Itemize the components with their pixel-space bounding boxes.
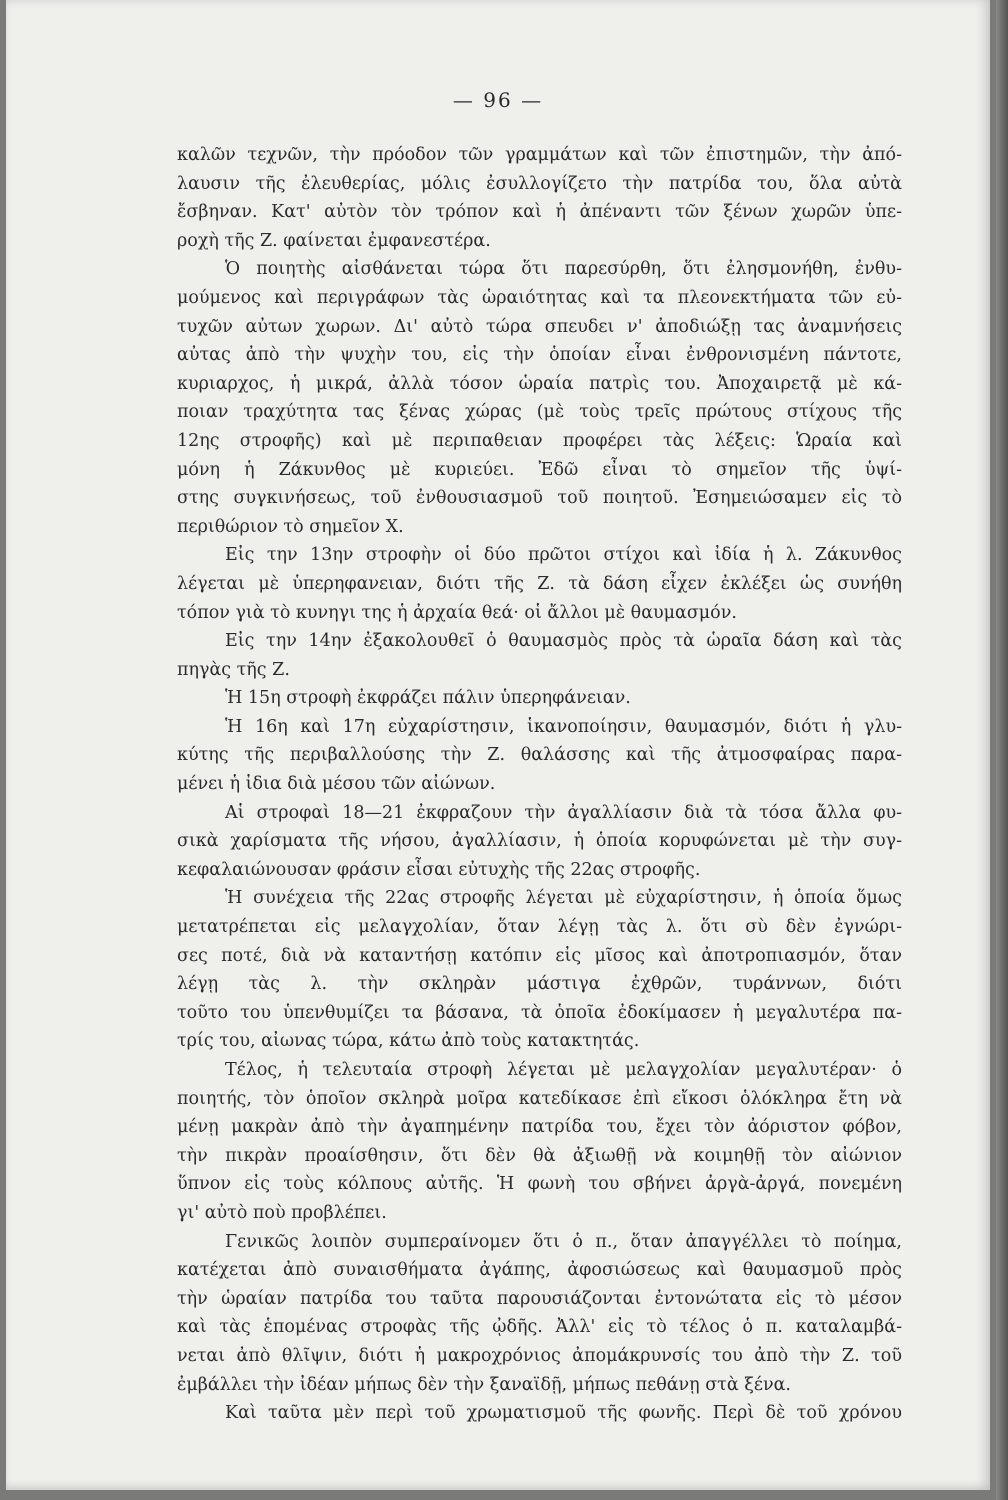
body-text xyxy=(177,141,902,1428)
text-line: καλῶν τεχνῶν, τὴν πρόοδον τῶν γραμμάτων καὶ τῶν ἐπιστημῶν, τὴν ἀπό- xyxy=(177,145,902,165)
text-line: Γενικῶς λοιπὸν συμπεραίνομεν ὅτι ὁ π., ὅταν ἀπαγγέλλει τὸ ποίημα, xyxy=(225,1231,902,1252)
text-line: λέγεται μὲ ὑπερηφανειαν, διότι τῆς Ζ. τὰ δάση εἶχεν ἐκλέξει ὡς συνήθη xyxy=(177,573,902,594)
text-line: ποιαν τραχύτητα τας ξένας χώρας (μὲ τοὺς τρεῖς πρώτους στίχους τῆς xyxy=(177,402,902,423)
text-line: καὶ τὰς ἑπομένας στροφὰς τῆς ᾠδῆς. Ἀλλ' εἰς τὸ τέλος ὁ π. καταλαμβά- xyxy=(177,1317,902,1338)
text-line: στης συγκινήσεως, τοῦ ἐνθουσιασμοῦ τοῦ ποιητοῦ. Ἐσημειώσαμεν εἰς τὸ xyxy=(177,488,902,509)
text-line: αὐτας ἀπὸ τὴν ψυχὴν του, εἰς τὴν ὁποίαν εἶναι ἐνθρονισμένη πάντοτε, xyxy=(177,345,902,366)
text-line: Ὁ ποιητὴς αἰσθάνεται τώρα ὅτι παρεσύρθη, ὅτι ἐλησμονήθη, ἐνθυ- xyxy=(225,259,902,280)
text-line: τόπον γιὰ τὸ κυνηγι της ἡ ἀρχαία θεά· οἱ ἄλλοι μὲ θαυμασμόν. xyxy=(177,602,737,623)
book-page xyxy=(6,0,990,1490)
text-line: Ἡ συνέχεια τῆς 22ας στροφῆς λέγεται μὲ εὐχαρίστησιν, ἡ ὁποία ὅμως xyxy=(225,888,902,909)
text-line: μένει ἡ ἰδια διὰ μέσου τῶν αἰώνων. xyxy=(177,774,496,795)
text-line: μόνη ἡ Ζάκυνθος μὲ κυριεύει. Ἐδῶ εἶναι τὸ σημεῖον τῆς ὑψί- xyxy=(177,459,902,480)
text-line: Τέλος, ἡ τελευταία στροφὴ λέγεται μὲ μελαγχολίαν μεγαλυτέραν· ὁ xyxy=(225,1060,902,1080)
text-line: Ἡ 16η καὶ 17η εὐχαρίστησιν, ἱκανοποίησιν, θαυμασμόν, διότι ἡ γλυ- xyxy=(225,716,902,737)
text-line: ἐμβάλλει τὴν ἰδέαν μήπως δὲν τὴν ξαναϊδῇ, μήπως πεθάνῃ στὰ ξένα. xyxy=(177,1374,791,1395)
text-line: νεται ἀπὸ θλῖψιν, διότι ἡ μακροχρόνιος ἀπομάκρυνσίς του ἀπὸ τὴν Ζ. τοῦ xyxy=(177,1345,902,1366)
text-line: ποιητής, τὸν ὁποῖον σκληρὰ μοῖρα κατεδίκασε ἐπὶ εἴκοσι ὁλόκληρα ἔτη νὰ xyxy=(177,1088,902,1109)
text-line: Εἰς την 13ην στροφὴν οἱ δύο πρῶτοι στίχοι καὶ ἰδία ἡ λ. Ζάκυνθος xyxy=(225,545,902,566)
text-line: Καὶ ταῦτα μὲν περὶ τοῦ χρωματισμοῦ τῆς φωνῆς. Περὶ δὲ τοῦ χρόνου xyxy=(225,1403,902,1424)
text-line: λέγῃ τὰς λ. τὴν σκληρὰν μάστιγα ἐχθρῶν, τυράννων, διότι xyxy=(177,974,902,995)
text-line: κυριαρχος, ἡ μικρά, ἀλλὰ τόσον ὡραία πατρὶς του. Ἀποχαιρετᾷ μὲ κά- xyxy=(177,373,902,394)
text-line: σες ποτέ, διὰ νὰ καταντήσῃ κατόπιν εἰς μῖσος καὶ ἀποτροπιασμόν, ὅταν xyxy=(177,945,902,966)
page-number: — 96 — xyxy=(452,88,544,112)
text-line: κατέχεται ἀπὸ συναισθήματα ἀγάπης, ἀφοσιώσεως καὶ θαυμασμοῦ πρὸς xyxy=(177,1260,902,1281)
text-line: κεφαλαιώνουσαν φράσιν εἶσαι εὐτυχὴς τῆς 22ας στροφῆς. xyxy=(177,859,701,880)
text-line: λαυσιν τῆς ἐλευθερίας, μόλις ἐσυλλογίζετο τὴν πατρίδα του, ὅλα αὐτὰ xyxy=(177,173,902,194)
text-line: πηγὰς τῆς Ζ. xyxy=(177,659,290,680)
text-line: τρίς του, αἰωνας τώρα, κάτω ἀπὸ τοὺς κατακτητάς. xyxy=(177,1031,640,1052)
text-line: 12ης στροφῆς) καὶ μὲ περιπαθειαν προφέρει τὰς λέξεις: Ὡραία καὶ xyxy=(177,430,902,451)
text-line: γι' αὐτὸ ποὺ προβλέπει. xyxy=(177,1202,387,1223)
text-line: σικὰ χαρίσματα τῆς νήσου, ἀγαλλίασιν, ἡ ὁποία κορυφώνεται μὲ τὴν συγ- xyxy=(177,831,902,852)
text-line: Αἱ στροφαὶ 18—21 ἐκφραζουν τὴν ἀγαλλίασιν διὰ τὰ τόσα ἄλλα φυ- xyxy=(225,802,902,823)
text-line: ἔσβηναν. Κατ' αὐτὸν τὸν τρόπον καὶ ἡ ἀπέναντι τῶν ξένων χωρῶν ὑπε- xyxy=(177,202,902,223)
text-line: Ἡ 15η στροφὴ ἐκφράζει πάλιν ὑπερηφάνειαν. xyxy=(225,688,631,709)
text-line: τὴν ὡραίαν πατρίδα του ταῦτα παρουσιάζονται ἐντονώτατα εἰς τὸ μέσον xyxy=(177,1288,902,1309)
text-line: τοῦτο του ὑπενθυμίζει τα βάσανα, τὰ ὁποῖα ἐδοκίμασεν ἡ μεγαλυτέρα πα- xyxy=(177,1002,902,1023)
text-line: Εἰς την 14ην ἐξακολουθεῖ ὁ θαυμασμὸς πρὸς τὰ ὡραῖα δάση καὶ τὰς xyxy=(225,631,902,652)
text-line: μούμενος καὶ περιγράφων τὰς ὡραιότητας καὶ τα πλεονεκτήματα τῶν εὐ- xyxy=(177,287,902,308)
text-line: μένῃ μακρὰν ἀπὸ τὴν ἀγαπημένην πατρίδα του, ἔχει τὸν ἀόριστον φόβον, xyxy=(177,1117,902,1138)
text-line: ροχὴ τῆς Ζ. φαίνεται ἐμφανεστέρα. xyxy=(177,230,491,251)
text-line: περιθώριον τὸ σημεῖον Χ. xyxy=(177,516,404,537)
text-line: μετατρέπεται εἰς μελαγχολίαν, ὅταν λέγῃ τὰς λ. ὅτι σὺ δὲν ἐγνώρι- xyxy=(177,917,902,938)
text-line: ὕπνον εἰς τοὺς κόλπους αὐτῆς. Ἡ φωνὴ του σβήνει ἀργὰ-ἀργά, πονεμένη xyxy=(177,1174,902,1195)
text-line: κύτης τῆς περιβαλλούσης τὴν Ζ. θαλάσσης καὶ τῆς ἀτμοσφαίρας παρα- xyxy=(177,745,902,766)
scan-edge-shadow xyxy=(996,0,1008,1500)
text-line: τυχῶν αὐτων χωρων. Δι' αὐτὸ τώρα σπευδει ν' ἀποδιώξῃ τας ἀναμνήσεις xyxy=(177,316,902,337)
text-line: τὴν πικρὰν προαίσθησιν, ὅτι δὲν θὰ ἀξιωθῇ νὰ κοιμηθῇ τὸν αἰώνιον xyxy=(177,1145,902,1166)
